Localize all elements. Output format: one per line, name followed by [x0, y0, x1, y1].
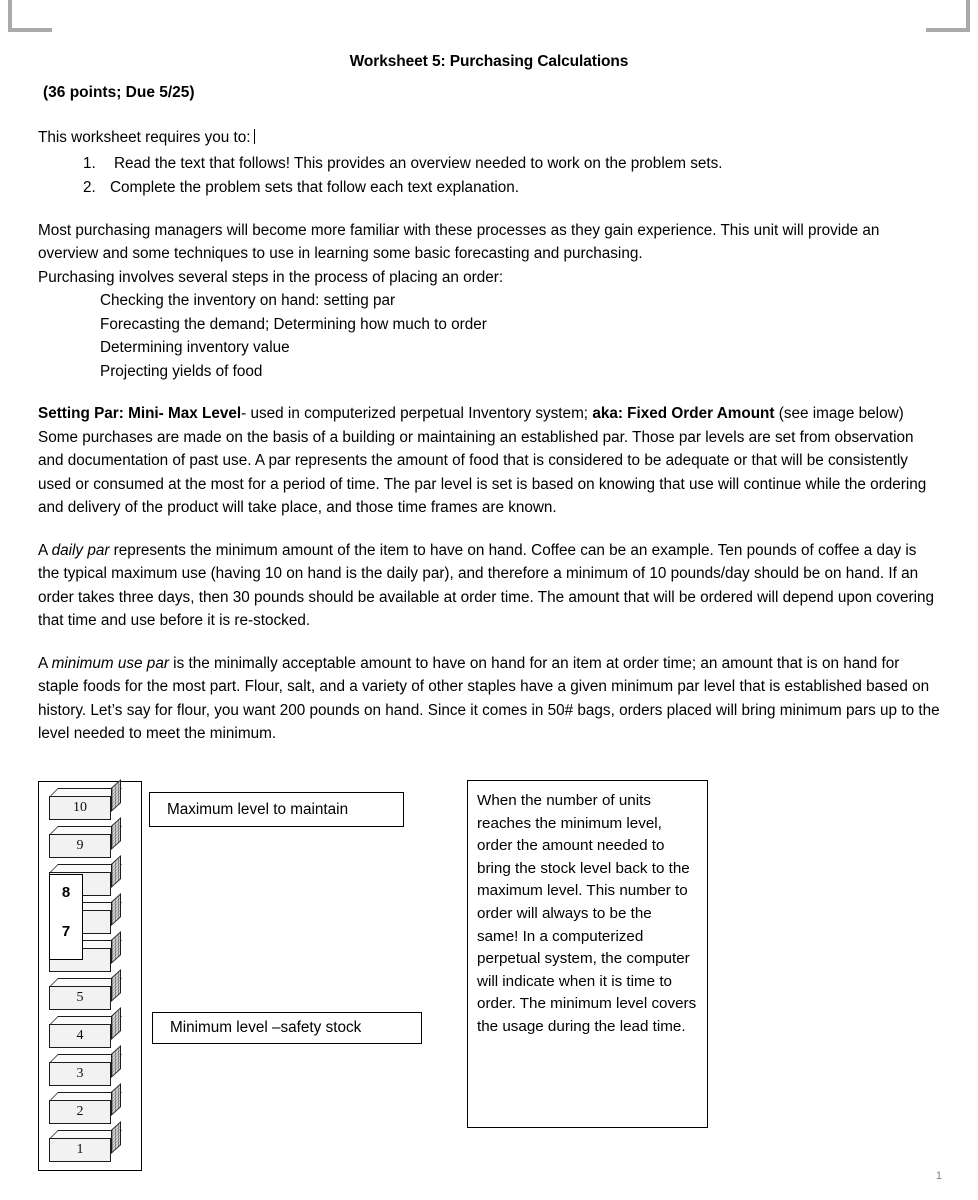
setting-par-tail-text: (see image below): [774, 405, 904, 422]
minimum-use-par-prefix: A: [38, 654, 52, 672]
box-side-face: [111, 931, 121, 964]
page-title: Worksheet 5: Purchasing Calculations: [349, 53, 629, 70]
stack-box: [49, 826, 123, 858]
box-side-face: [111, 1121, 121, 1154]
stack-box: [49, 1016, 123, 1048]
minimum-level-label: Minimum level –safety stock: [152, 1012, 422, 1044]
box-side-face: [111, 779, 121, 812]
step-line: Checking the inventory on hand: setting par: [100, 292, 396, 309]
explanatory-note-box: When the number of units reaches the minimum level, order the amount needed to bring the stock level back to the maximum level. This number to order will always to be the same! In a computerized perpetual system, the computer will indicate when it is time to order. The minimum level covers the usage during the lead time.: [467, 780, 708, 1128]
intro-paragraph: Most purchasing managers will become more familiar with these processes as they gain experience. This unit will provide an overview and some techniques to use in learning some basic forecasting and purchasing.: [38, 221, 880, 262]
stack-box: [49, 1130, 123, 1162]
text-cursor: [254, 129, 255, 144]
callout-lower-value: 7: [61, 923, 71, 940]
stack-diagram-frame: [38, 781, 142, 1171]
box-front-face: 5: [49, 986, 111, 1010]
step-line: Forecasting the demand; Determining how much to order: [100, 315, 487, 333]
box-side-face: [111, 817, 121, 850]
setting-par-middle-text: - used in computerized perpetual Inventory system;: [241, 405, 593, 422]
box-side-face: [111, 1083, 121, 1116]
box-side-face: [111, 893, 121, 926]
setting-par-heading-line: [38, 402, 940, 426]
minimum-use-par-paragraph: [38, 652, 940, 746]
task-list-item: [100, 152, 940, 176]
page-number: 1: [935, 1170, 942, 1182]
task-text: Read the text that follows! This provides an overview needed to work on the problem sets.: [114, 154, 723, 172]
task-list-item: [100, 176, 940, 200]
box-side-face: [111, 969, 121, 1002]
box-front-face: 3: [49, 1062, 111, 1086]
fixed-order-amount-label: aka: Fixed Order Amount: [592, 405, 775, 422]
task-list: [38, 152, 940, 200]
daily-par-paragraph: [38, 539, 940, 633]
daily-par-body: represents the minimum amount of the item to have on hand. Coffee can be an example. Ten pounds of coffee a day is the typical maximum use (having 10 on hand is the daily par), and therefore a minimum of 10 pounds/day should be on hand. If an order takes three days, then 30 pounds should be available at order time. The amount that will be ordered will depend upon covering that time and use before it is re-stocked.: [38, 541, 934, 629]
box-front-face: 10: [49, 796, 111, 820]
box-front-face: 1: [49, 1138, 111, 1162]
stack-box: [49, 1054, 123, 1086]
step-line: Determining inventory value: [100, 339, 290, 356]
lead-in-line: [38, 126, 940, 150]
minimum-use-par-term: minimum use par: [51, 654, 169, 672]
step-line: Projecting yields of food: [100, 362, 263, 380]
box-front-face: 4: [49, 1024, 111, 1048]
stack-box: [49, 978, 123, 1010]
box-side-face: [111, 855, 121, 888]
maximum-level-label: Maximum level to maintain: [149, 792, 404, 827]
par-paragraph: Some purchases are made on the basis of a building or maintaining an established par. Those par levels are set from observation and documentation of past use. A par represents the amount of food that is considered to be adequate or that will be consistently used or consumed at the most for a period of time. The par level is set is based on knowing that use will continue while the ordering and delivery of the product will take place, and those time frames are known.: [38, 428, 927, 516]
levels-callout-box: [49, 874, 83, 960]
stack-diagram-boxes: [49, 788, 133, 1163]
box-side-face: [111, 1007, 121, 1040]
daily-par-prefix: A: [38, 541, 52, 559]
setting-par-label: Setting Par: Mini- Max Level: [38, 405, 242, 422]
task-text: Complete the problem sets that follow each text explanation.: [110, 178, 519, 196]
box-front-face: 2: [49, 1100, 111, 1124]
daily-par-term: daily par: [51, 541, 110, 559]
minimum-use-par-body: is the minimally acceptable amount to have on hand for an item at order time; an amount that is on hand for staple foods for the most part. Flour, salt, and a variety of other staples have a given minimum par level that is established based on history. Let’s say for flour, you want 200 pounds on hand. Since it comes in 50# bags, orders placed will bring minimum pars up to the level needed to meet the minimum.: [38, 654, 940, 742]
points-due-subtitle: (36 points; Due 5/25): [43, 84, 195, 101]
document-body: [38, 0, 940, 746]
callout-upper-value: 8: [61, 884, 71, 901]
stack-box: [49, 788, 123, 820]
lead-in-text: This worksheet requires you to:: [38, 129, 251, 146]
steps-lead-line: Purchasing involves several steps in the process of placing an order:: [38, 268, 504, 286]
stack-box: [49, 1092, 123, 1124]
box-front-face: 9: [49, 834, 111, 858]
box-side-face: [111, 1045, 121, 1078]
